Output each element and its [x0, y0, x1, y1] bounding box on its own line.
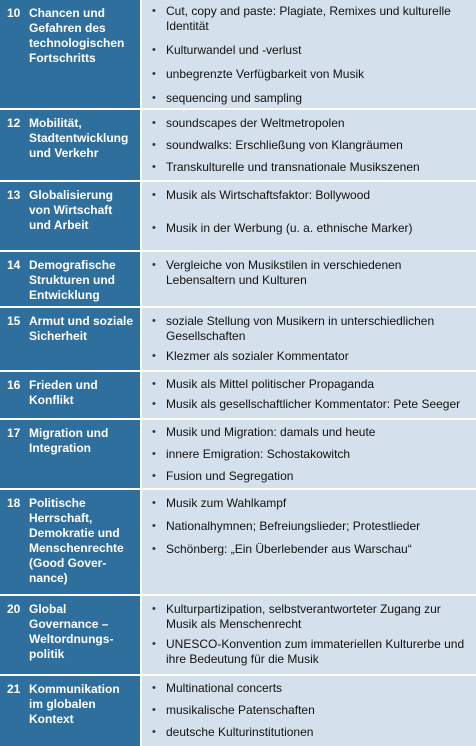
examples-cell [142, 252, 476, 306]
table-row [0, 420, 476, 488]
topic-cell [0, 110, 140, 180]
topic-title: Global Governance – Weltordnungs-politik [29, 602, 114, 661]
list-item: • Musik in der Werbung (u. a. ethnische Marker) [150, 221, 468, 236]
list-item: • Cut, copy and paste: Plagiate, Remixes und kulturelle Identität [150, 4, 468, 34]
list-item: • musikalische Patenschaften [150, 703, 468, 718]
list-item: • Musik und Migration: damals und heute [150, 425, 468, 440]
list-item: • Fusion und Segregation [150, 469, 468, 484]
topic-title: Demografische Strukturen und Entwicklung [29, 258, 116, 302]
examples-cell [142, 0, 476, 108]
topic-cell [0, 182, 140, 250]
list-item: • Kulturpartizipation, selbstverantworteter Zugang zur Musik als Menschenrecht [150, 602, 468, 632]
topic-title: Politische Herrschaft, Demokratie und Menschenrechte (Good Gover-nance) [29, 496, 124, 585]
topic-number: 20 [7, 602, 21, 616]
topic-cell [0, 372, 140, 418]
table-row [0, 0, 476, 108]
list-item: • Musik als Wirtschaftsfaktor: Bollywood [150, 188, 468, 203]
topic-cell [0, 0, 140, 108]
list-item: • soziale Stellung von Musikern in unterschiedlichen Gesellschaften [150, 314, 468, 344]
list-item: • Musik als Mittel politischer Propaganda [150, 377, 468, 392]
topic-number: 13 [7, 188, 21, 202]
list-item: • Musik als gesellschaftlicher Kommentator: Pete Seeger [150, 397, 468, 412]
topic-cell [0, 308, 140, 370]
examples-cell [142, 596, 476, 674]
table-row [0, 308, 476, 370]
list-item: • sequencing und sampling [150, 91, 468, 106]
list-item: • UNESCO-Konvention zum immateriellen Kulturerbe und ihre Bedeutung für die Musik [150, 637, 468, 667]
table-row [0, 110, 476, 180]
list-item: • soundwalks: Erschließung von Klangräumen [150, 138, 468, 153]
table-row [0, 182, 476, 250]
list-item: • unbegrenzte Verfügbarkeit von Musik [150, 67, 468, 82]
topic-title: Frieden und Konflikt [29, 378, 98, 407]
list-item: • Vergleiche von Musikstilen in verschiedenen Lebensaltern und Kulturen [150, 258, 468, 288]
table-row [0, 596, 476, 674]
topic-number: 17 [7, 426, 21, 440]
table-row [0, 490, 476, 594]
topic-cell [0, 490, 140, 594]
list-item: • Klezmer als sozialer Kommentator [150, 349, 468, 364]
topic-title: Armut und soziale Sicherheit [29, 314, 134, 343]
topic-title: Migration und Integration [29, 426, 109, 455]
examples-cell [142, 308, 476, 370]
topic-title: Kommunikation im globalen Kontext [29, 682, 120, 726]
topic-cell [0, 676, 140, 746]
examples-cell [142, 372, 476, 418]
topic-cell [0, 420, 140, 488]
topic-number: 10 [7, 6, 21, 20]
list-item: • Schönberg: „Ein Überlebender aus Warschau“ [150, 542, 468, 557]
topic-cell [0, 596, 140, 674]
examples-cell [142, 110, 476, 180]
examples-cell [142, 420, 476, 488]
list-item: • soundscapes der Weltmetropolen [150, 116, 468, 131]
list-item: • Transkulturelle und transnationale Musikszenen [150, 160, 468, 175]
list-item: • deutsche Kulturinstitutionen [150, 725, 468, 740]
list-item: • innere Emigration: Schostakowitch [150, 447, 468, 462]
list-item: • Nationalhymnen; Befreiungslieder; Protestlieder [150, 519, 468, 534]
topic-number: 21 [7, 682, 21, 696]
list-item: • Multinational concerts [150, 681, 468, 696]
table-row [0, 372, 476, 418]
table-row [0, 676, 476, 746]
list-item: • Musik zum Wahlkampf [150, 496, 468, 511]
topic-title: Chancen und Gefahren des technologischen Fortschritts [29, 6, 125, 65]
topic-number: 18 [7, 496, 21, 510]
table-row [0, 252, 476, 306]
examples-cell [142, 676, 476, 746]
topic-cell [0, 252, 140, 306]
examples-cell [142, 182, 476, 250]
topic-number: 12 [7, 116, 21, 130]
topic-number: 16 [7, 378, 21, 392]
topic-number: 14 [7, 258, 21, 272]
list-item: • Kulturwandel und -verlust [150, 43, 468, 58]
examples-cell [142, 490, 476, 594]
topic-title: Mobilität, Stadtentwicklung und Verkehr [29, 116, 129, 160]
topic-number: 15 [7, 314, 21, 328]
topic-title: Globalisierung von Wirtschaft und Arbeit [29, 188, 114, 232]
